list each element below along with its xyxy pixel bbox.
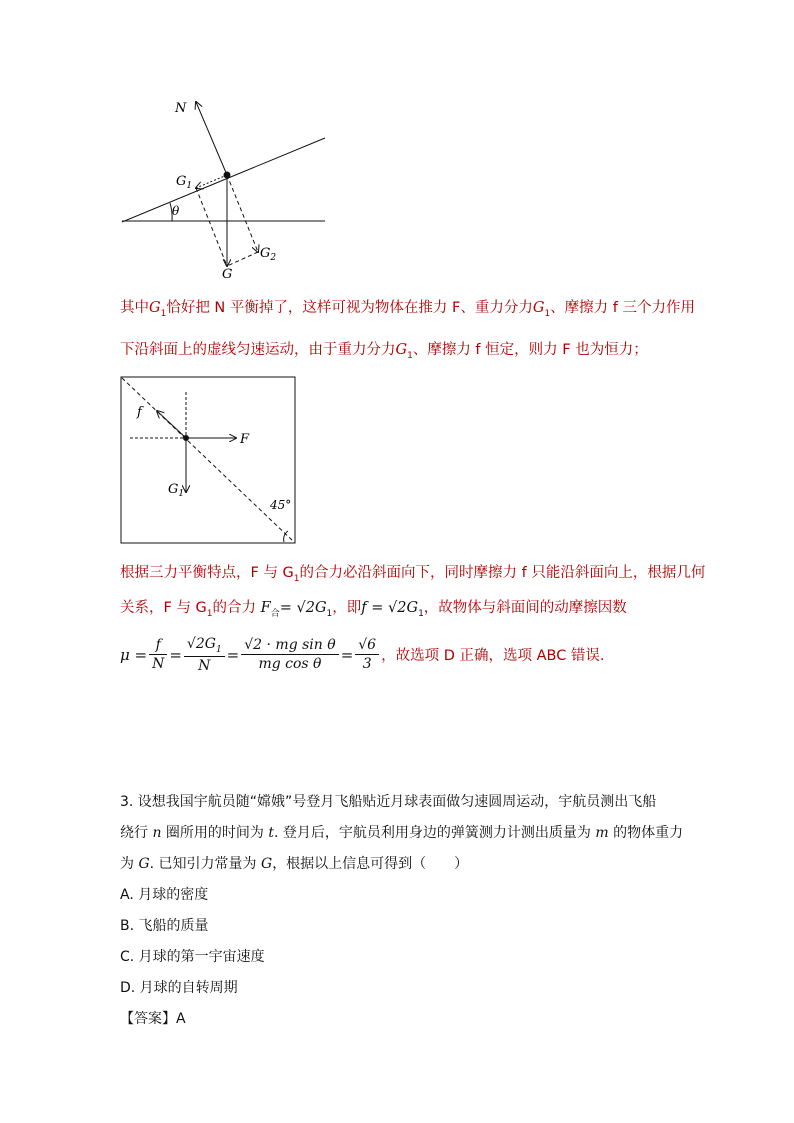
label-theta: θ (172, 204, 180, 218)
g1-component-arrow (196, 175, 227, 188)
option-a[interactable]: A. 月球的密度 (120, 887, 209, 903)
normal-force-arrow (196, 102, 227, 175)
label-G: G (222, 267, 233, 282)
friction-arrow (157, 411, 186, 438)
friction-coefficient-formula: μ = $\frac{f}{N}$ = $\frac{√2G_1}{N}$ = $\frac{\text{√2 · mg sin θ}}{\text{mg cos θ}}$ = $\frac{√6}{3}$ ，故选项 D 正确，选项 ABC 错误. (120, 636, 605, 674)
option-c[interactable]: C. 月球的第一宇宙速度 (120, 949, 265, 965)
object-dot (183, 435, 189, 441)
object-dot (224, 172, 231, 179)
answer-label: 【答案】A (120, 1011, 186, 1027)
label-G2: $G_2$ (260, 246, 277, 263)
incline-force-diagram (110, 90, 340, 285)
incline-line (122, 138, 325, 222)
question-line-1: 3. 设想我国宇航员随“嫦娥”号登月飞船贴近月球表面做匀速圆周运动，宇航员测出飞船 (120, 794, 657, 810)
label-45: 45° (270, 498, 292, 512)
label-N: N (175, 101, 187, 116)
label-F: F (240, 432, 250, 447)
parallelogram-line (227, 252, 258, 266)
label-G1: $G_1$ (168, 482, 185, 499)
label-G1: $G_1$ (176, 174, 193, 191)
three-force-diagram (120, 376, 298, 546)
explanation-line-3: 根据三力平衡特点，F 与 $G_1$的合力必沿斜面向下，同时摩擦力 f 只能沿斜面向上，根据几何 (120, 565, 706, 584)
explanation-line-4: 关系，F 与 $G_1$的合力 $F_合= √2G_1$，即$f = √2G_1$，故物体与斜面间的动摩擦因数 (120, 600, 627, 619)
question-line-3: 为 G. 已知引力常量为 G，根据以上信息可得到（ ） (120, 856, 469, 872)
parallelogram-line (196, 188, 227, 266)
diagram-frame (121, 377, 295, 543)
label-f: f (137, 405, 142, 420)
incline-dashed (122, 378, 294, 542)
explanation-line-1: 其中$G_1$恰好把 N 平衡掉了，这样可视为物体在推力 F、重力分力$G_1$、摩擦力 f 三个力作用 (120, 300, 695, 319)
explanation-line-2: 下沿斜面上的虚线匀速运动，由于重力分力$G_1$、摩擦力 f 恒定，则力 F 也为恒力； (120, 342, 648, 361)
question-line-2: 绕行 n 圈所用的时间为 t. 登月后，宇航员利用身边的弹簧测力计测出质量为 m 的物体重力 (120, 825, 684, 841)
option-d[interactable]: D. 月球的自转周期 (120, 980, 238, 996)
option-b[interactable]: B. 飞船的质量 (120, 918, 209, 934)
g2-component-arrow (227, 175, 258, 252)
